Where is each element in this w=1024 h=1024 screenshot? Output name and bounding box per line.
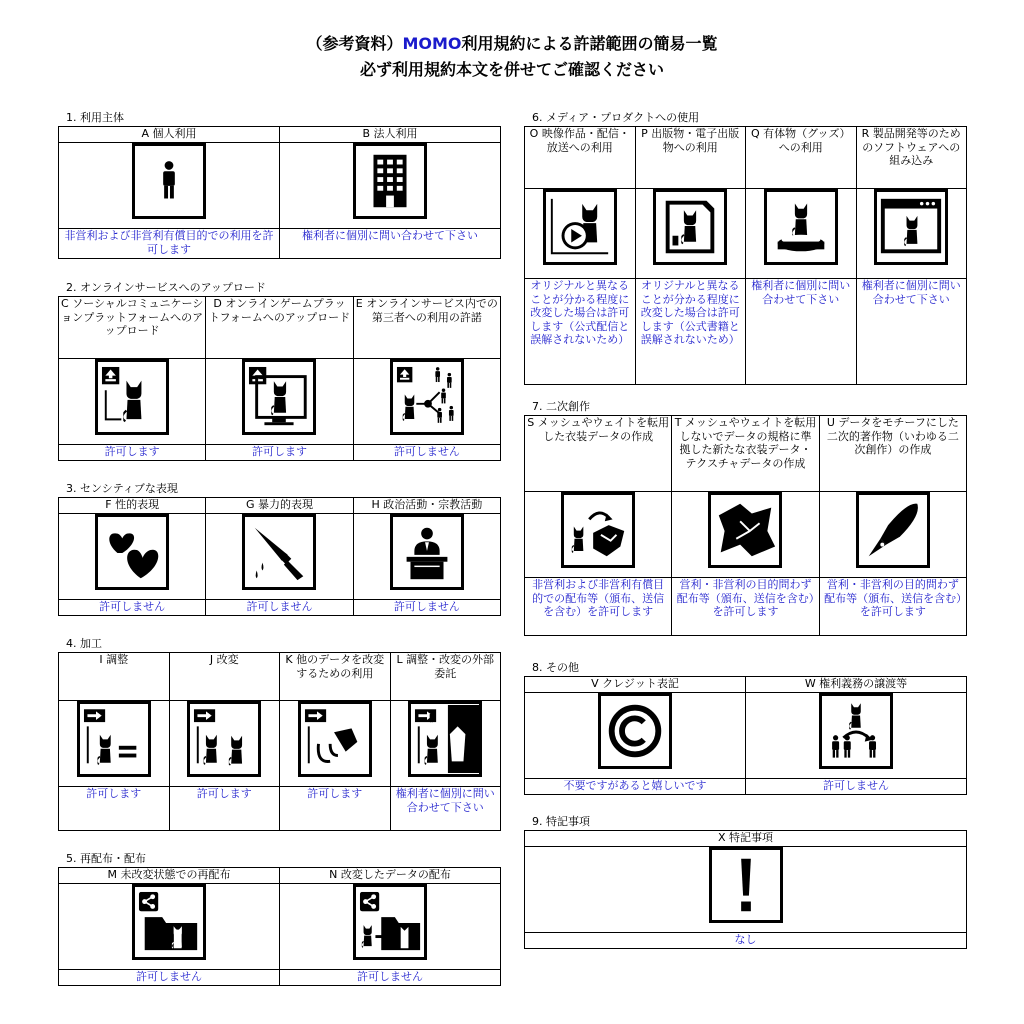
section-redistribution [58, 851, 501, 986]
section-label: 8. その他 [532, 661, 579, 674]
section-label: 2. オンラインサービスへのアップロード [66, 281, 266, 294]
result-t: 営利・非営利の目的問わず配布等（頒布、送信を含む）を許可します [672, 578, 819, 636]
section-label: 4. 加工 [66, 637, 102, 650]
header-o: O 映像作品・配信・放送への利用 [525, 127, 636, 189]
result-i: 許可します [59, 787, 170, 831]
result-j: 許可します [169, 787, 280, 831]
header-x: X 特記事項 [525, 831, 967, 847]
cell-a-icon [59, 143, 280, 229]
header-l: L 調整・改変の外部委託 [390, 653, 501, 701]
page-subtitle: 必ず利用規約本文を併せてご確認ください [359, 60, 664, 79]
result-c: 許可します [59, 445, 206, 461]
result-b: 権利者に個別に問い合わせて下さい [280, 229, 501, 259]
usage-subject-table [58, 126, 501, 259]
section-label: 6. メディア・プロダクトへの使用 [532, 111, 700, 124]
section-other [524, 660, 967, 795]
media-products-table [524, 126, 967, 385]
derivative-works-table [524, 415, 967, 636]
costume-transfer-icon [561, 492, 635, 568]
section-label: 9. 特記事項 [532, 815, 590, 828]
result-u: 営利・非営利の目的問わず配布等（頒布、送信を含む）を許可します [819, 578, 966, 636]
pen-icon [856, 492, 930, 568]
result-h: 許可しません [353, 600, 500, 616]
result-n: 許可しません [280, 970, 501, 986]
redistribute-icon [132, 884, 206, 960]
header-p: P 出版物・電子出版物への利用 [635, 127, 746, 189]
result-a: 非営利および非営利有償目的での利用を許可します [59, 229, 280, 259]
header-t: T メッシュやウェイトを転用しないでデータの規格に準拠した新たな衣装データ・テクスチャデータの作成 [672, 416, 819, 492]
header-g: G 暴力的表現 [206, 498, 353, 514]
section-online-upload [58, 280, 501, 461]
other-table [524, 676, 967, 795]
result-w: 許可しません [746, 779, 967, 795]
header-c: C ソーシャルコミュニケーションプラットフォームへのアップロード [59, 297, 206, 359]
result-v: 不要ですがあると嬉しいです [525, 779, 746, 795]
building-icon [353, 143, 427, 219]
section-media-products [524, 110, 967, 385]
distribute-modified-icon [353, 884, 427, 960]
header-h: H 政治活動・宗教活動 [353, 498, 500, 514]
header-a: A 個人利用 [59, 127, 280, 143]
result-o: オリジナルと異なることが分かる程度に改変した場合は許可します（公式配信と誤解されないため） [525, 279, 636, 385]
online-upload-table [58, 296, 501, 461]
publication-icon [653, 189, 727, 265]
outsource-icon [408, 701, 482, 777]
section-usage-subject [58, 110, 501, 259]
upload-social-icon [95, 359, 169, 435]
section-label: 5. 再配布・配布 [66, 852, 146, 865]
result-f: 許可しません [59, 600, 206, 616]
result-k: 許可します [280, 787, 391, 831]
header-j: J 改変 [169, 653, 280, 701]
special-notes-table [524, 830, 967, 949]
header-s: S メッシュやウェイトを転用した衣装データの作成 [525, 416, 672, 492]
header-m: M 未改変状態での再配布 [59, 868, 280, 884]
result-q: 権利者に個別に問い合わせて下さい [746, 279, 857, 385]
redistribution-table [58, 867, 501, 986]
share-third-party-icon [390, 359, 464, 435]
section-sensitive-expression [58, 481, 501, 616]
copyright-icon [598, 693, 672, 769]
video-icon [543, 189, 617, 265]
sensitive-expression-table [58, 497, 501, 616]
header-q: Q 有体物（グッズ）への利用 [746, 127, 857, 189]
section-special-notes [524, 814, 967, 949]
reuse-icon [298, 701, 372, 777]
header-f: F 性的表現 [59, 498, 206, 514]
section-label: 3. センシティブな表現 [66, 482, 178, 495]
header-e: E オンラインサービス内での第三者への利用の許諾 [353, 297, 500, 359]
modify-icon [187, 701, 261, 777]
cell-b-icon [280, 143, 501, 229]
processing-table [58, 652, 501, 831]
hearts-icon [95, 514, 169, 590]
result-l: 権利者に個別に問い合わせて下さい [390, 787, 501, 831]
header-u: U データをモチーフにした二次的著作物（いわゆる二次創作）の作成 [819, 416, 966, 492]
result-x: なし [525, 933, 967, 949]
page-title: （参考資料）MOMO利用規約による許諾範囲の簡易一覧 [306, 34, 718, 53]
adjust-icon [77, 701, 151, 777]
section-derivative-works [524, 399, 967, 636]
result-r: 権利者に個別に問い合わせて下さい [856, 279, 967, 385]
section-label: 1. 利用主体 [66, 111, 124, 124]
person-icon [132, 143, 206, 219]
knife-icon [242, 514, 316, 590]
result-g: 許可しません [206, 600, 353, 616]
header-b: B 法人利用 [280, 127, 501, 143]
result-p: オリジナルと異なることが分かる程度に改変した場合は許可します（公式書籍と誤解されないため） [635, 279, 746, 385]
result-m: 許可しません [59, 970, 280, 986]
header-k: K 他のデータを改変するための利用 [280, 653, 391, 701]
podium-icon [390, 514, 464, 590]
result-s: 非営利および非営利有償目的での配布等（頒布、送信を含む）を許可します [525, 578, 672, 636]
section-label: 7. 二次創作 [532, 400, 590, 413]
upload-game-icon [242, 359, 316, 435]
header-w: W 権利義務の譲渡等 [746, 677, 967, 693]
header-d: D オンラインゲームプラットフォームへのアップロード [206, 297, 353, 359]
header-v: V クレジット表記 [525, 677, 746, 693]
result-d: 許可します [206, 445, 353, 461]
costume-icon [708, 492, 782, 568]
header-r: R 製品開発等のためのソフトウェアへの組み込み [856, 127, 967, 189]
header-n: N 改変したデータの配布 [280, 868, 501, 884]
software-icon [874, 189, 948, 265]
transfer-icon [819, 693, 893, 769]
figure-icon [764, 189, 838, 265]
exclamation-icon [709, 847, 783, 923]
section-processing [58, 636, 501, 831]
header-i: I 調整 [59, 653, 170, 701]
result-e: 許可しません [353, 445, 500, 461]
